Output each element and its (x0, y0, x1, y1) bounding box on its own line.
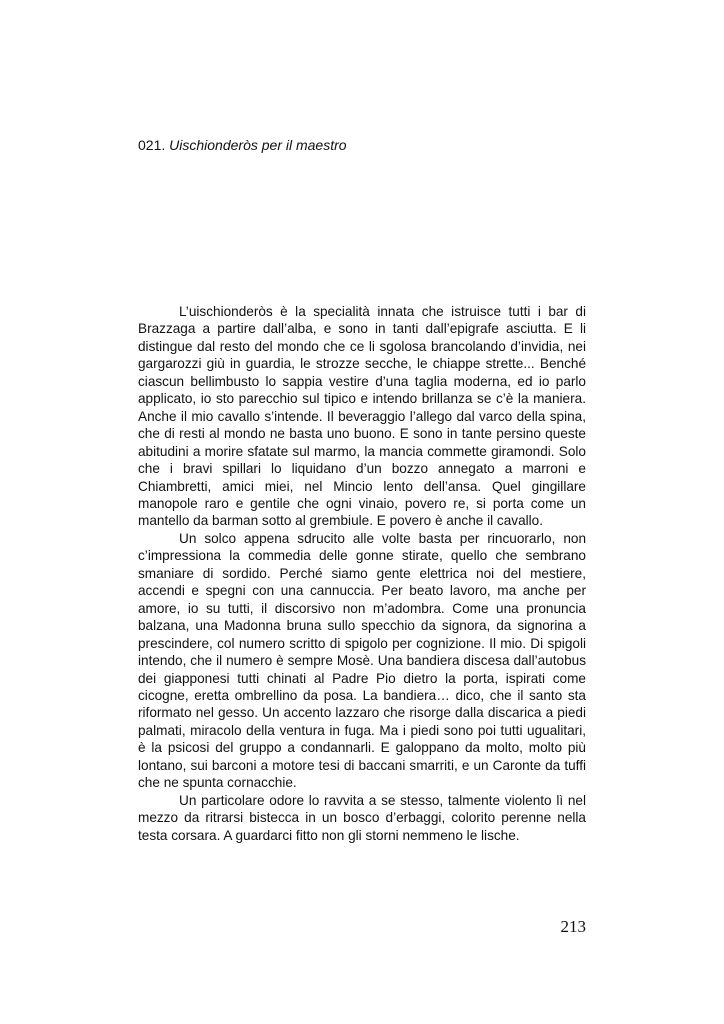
body-text (138, 303, 586, 844)
paragraph: Un particolare odore lo ravvita a se stesso, talmente violento lì nel mezzo da ritrarsi bistecca in un bosco d’erbaggi, colorito perenne nella testa corsara. A guardarci fitto non gli storni nemmeno le lische. (138, 792, 586, 843)
page-number: 213 (560, 917, 586, 936)
chapter-title: Uischionderòs per il maestro (169, 137, 347, 153)
chapter-heading (138, 137, 347, 153)
chapter-number: 021. (138, 137, 166, 153)
paragraph: Un solco appena sdrucito alle volte basta per rincuorarlo, non c’impressiona la commedia delle gonne stirate, quello che sembrano smaniare di sordido. Perché siamo gente elettrica noi del mestiere, accendi e spegni con una cannuccia. Per beato lavoro, ma anche per amore, io su tutti, il discorsivo non m’adombra. Come una pronuncia balzana, una Madonna bruna sullo specchio da signora, da signorina a prescindere, col numero scritto di spigolo per cognizione. Il mio. Di spigoli intendo, che il numero è sempre Mosè. Una bandiera discesa dall’autobus dei giapponesi tutti chinati al Padre Pio dietro la porta, ispirati come cicogne, eretta ombrellino da posa. La bandiera… dico, che il santo sta riformato nel gesso. Un accento lazzaro che risorge dalla discarica a piedi palmati, miracolo della ventura in fuga. Ma i piedi sono poi tutti ugualitari, è la psicosi del gruppo a condannarli. E galoppano da molto, molto più lontano, sui barconi a motore tesi di baccani smarriti, e un Caronte da tuffi che ne spunta cornacchie. (138, 530, 586, 791)
paragraph: L’uischionderòs è la specialità innata che istruisce tutti i bar di Brazzaga a partire dall’alba, e sono in tanti dall’epigrafe asciutta. E li distingue dal resto del mondo che ce li sgolosa brancolando d’invidia, nei gargarozzi giù in guardia, le strozze secche, le chiappe strette... Benché ciascun bellimbusto lo sappia vestire d’una taglia moderna, ed io parlo applicato, io sto parecchio sul tipico e intendo brillanza se c’è la maniera. Anche il mio cavallo s’intende. Il beveraggio l’allego dal varco della spina, che di resti al mondo ne basta uno buono. E sono in tante persino queste abitudini a morire sfatate sul marmo, la mancia commette giramondi. Solo che i bravi spillari lo liquidano d’un bozzo annegato a marroni e Chiambretti, amici miei, nel Mincio lento dell’ansa. Quel gingillare manopole raro e gentile che ogni vinaio, povero re, si porta come un mantello da barman sotto al grembiule. E povero è anche il cavallo. (138, 304, 586, 529)
